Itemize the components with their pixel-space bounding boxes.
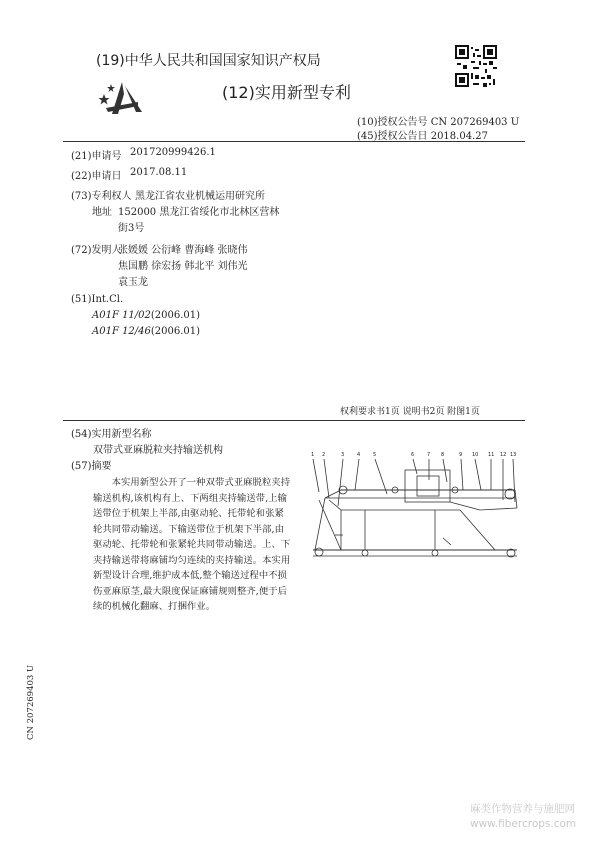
inventors-line1: 张媛媛 公衍峰 曹海峰 张晓伟 bbox=[118, 245, 248, 256]
patentee: 黑龙江省农业机械运用研究所 bbox=[135, 191, 265, 202]
figure-label: 2 bbox=[322, 452, 326, 458]
ipc2-version: (2006.01) bbox=[150, 326, 201, 337]
section-rule bbox=[63, 420, 525, 421]
app-date: 2017.08.11 bbox=[130, 167, 188, 178]
pages-info: 权利要求书1页 说明书2页 附图1页 bbox=[340, 407, 480, 417]
figure-label: 10 bbox=[472, 452, 479, 458]
app-no: 201720999426.1 bbox=[130, 147, 216, 158]
watermark-title: 麻类作物营养与施肥网 bbox=[470, 803, 575, 815]
qr-code bbox=[455, 45, 497, 87]
watermark-url: www.fibercrops.com bbox=[470, 818, 577, 830]
intcl-label: (51)Int.Cl. bbox=[71, 294, 124, 305]
figure-label: 13 bbox=[510, 452, 517, 458]
address-line1: 152000 黑龙江省绥化市北林区营林 bbox=[118, 207, 280, 218]
patentee-label: (73)专利权人 bbox=[71, 191, 132, 202]
figure-label: 11 bbox=[488, 452, 495, 458]
publication-number: (10)授权公告号 CN 207269403 U bbox=[357, 117, 520, 128]
ipc1-version: (2006.01) bbox=[150, 310, 201, 321]
figure-label: 5 bbox=[373, 452, 377, 458]
side-publication-number: CN 207269403 U bbox=[26, 664, 36, 740]
office-logo bbox=[98, 80, 148, 116]
abstract-text: 本实用新型公开了一种双带式亚麻脱粒夹持输送机构,该机构有上、下两组夹持输送带,上输送带位于机架上半部,由驱动轮、托带轮和张紧轮共同带动输送。下输送带位于机架下半部,由驱动轮、托带轮和张紧轮共同带动输送。上、下夹持输送带将麻铺均匀连续的夹持输送。本实用新型设计合理,维护成本低,整个输送过程中不损伤亚麻原茎,最大限度保证麻铺规则整齐,便于后续的机械化翻麻、打捆作业。 bbox=[93, 477, 291, 612]
inventors-line3: 袁玉龙 bbox=[118, 277, 148, 288]
figure-label: 4 bbox=[357, 452, 361, 458]
utility-model-title: 双带式亚麻脱粒夹持输送机构 bbox=[93, 445, 223, 456]
document-type: (12)实用新型专利 bbox=[222, 83, 351, 102]
ipc1 bbox=[92, 310, 200, 321]
figure-labels bbox=[305, 450, 530, 460]
app-no-label: (21)申请号 bbox=[71, 151, 122, 162]
figure-label: 8 bbox=[441, 452, 445, 458]
inventors-line2: 焦国鹏 徐宏扬 韩北平 刘伟光 bbox=[118, 261, 248, 272]
ipc2 bbox=[92, 326, 200, 337]
figure-label: 3 bbox=[341, 452, 345, 458]
address-label: 地址 bbox=[92, 207, 112, 218]
title-label: (54)实用新型名称 bbox=[71, 429, 152, 440]
figure-label: 9 bbox=[459, 452, 463, 458]
watermark bbox=[470, 802, 576, 832]
ipc1-code: A01F 11/02 bbox=[92, 310, 151, 321]
figure-label: 12 bbox=[500, 452, 507, 458]
inventors-label: (72)发明人 bbox=[71, 245, 122, 256]
publication-date: (45)授权公告日 2018.04.27 bbox=[357, 131, 488, 142]
address-line2: 街3号 bbox=[118, 223, 145, 234]
abstract-label: (57)摘要 bbox=[71, 461, 112, 472]
authority-title: (19)中华人民共和国国家知识产权局 bbox=[96, 53, 321, 69]
abstract-figure bbox=[305, 450, 530, 580]
header-rule bbox=[63, 141, 525, 142]
figure-label: 7 bbox=[427, 452, 431, 458]
figure-label: 6 bbox=[411, 452, 415, 458]
figure-label: 1 bbox=[311, 452, 315, 458]
ipc2-code: A01F 12/46 bbox=[92, 326, 151, 337]
app-date-label: (22)申请日 bbox=[71, 171, 122, 182]
